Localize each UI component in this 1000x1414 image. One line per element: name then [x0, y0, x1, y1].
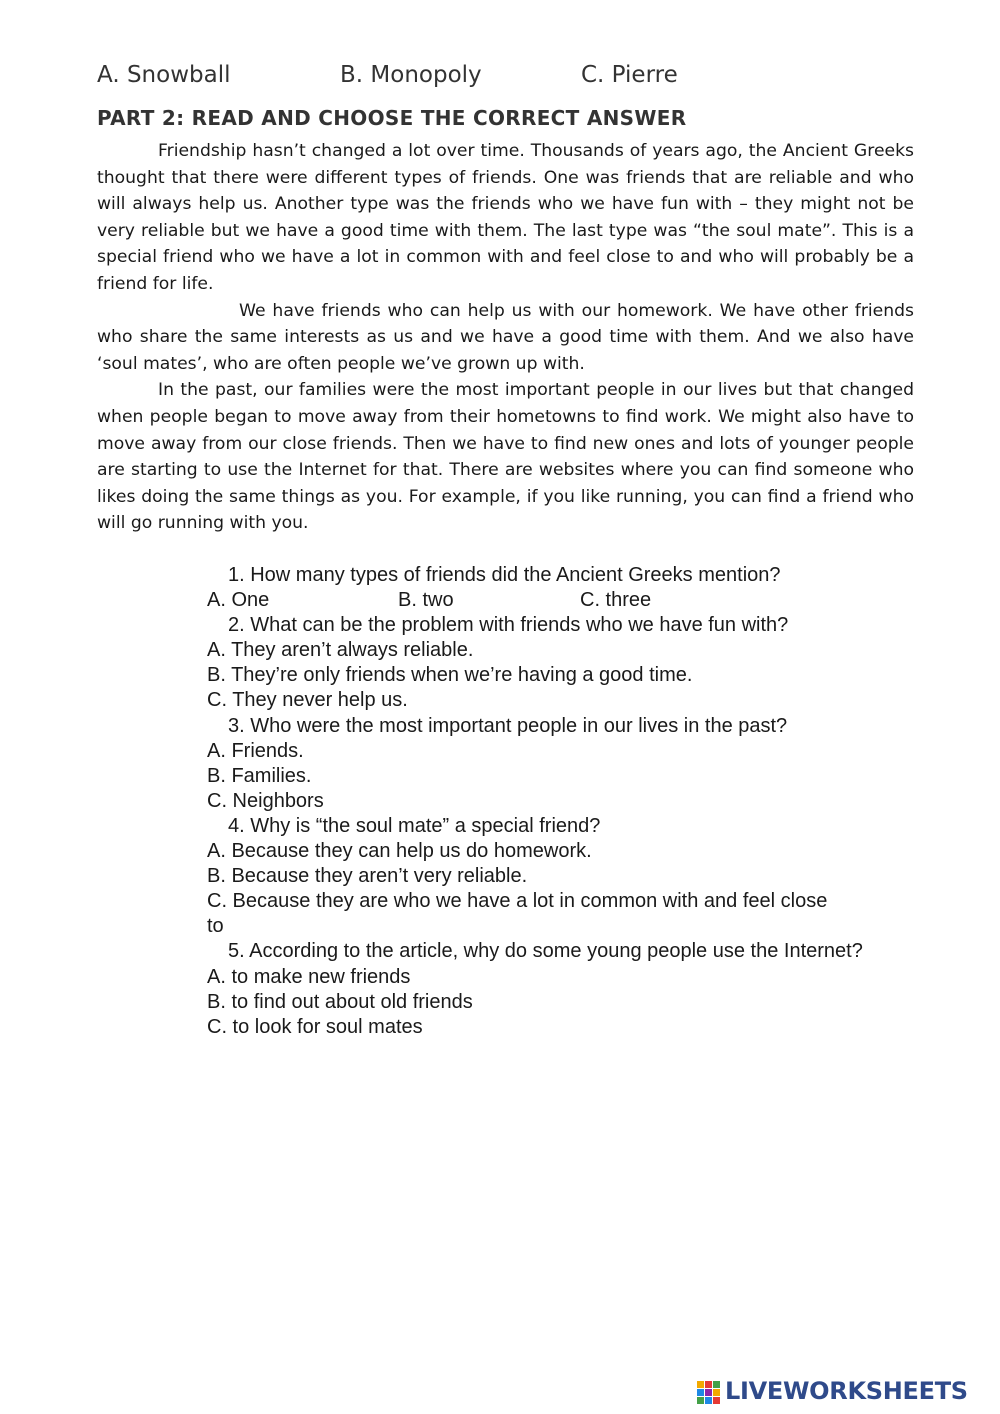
- option-5a[interactable]: A. to make new friends: [207, 965, 411, 988]
- question-2: 2. What can be the problem with friends who we have fun with?: [228, 614, 789, 637]
- option-4a[interactable]: A. Because they can help us do homework.: [207, 840, 592, 863]
- passage-paragraph: In the past, our families were the most important people in our lives but that changed when people began to move away from their hometowns to find work. We might also have to move away from our close friends. Then we have to find new ones and lots of younger people are starting to use the Internet for that. There are websites where you can find someone who likes doing the same things as you. For example, if you like running, you can find a friend who will go running with you.: [97, 380, 914, 534]
- question-1: 1. How many types of friends did the Ancient Greeks mention?: [228, 564, 781, 586]
- question-5: 5. According to the article, why do some young people use the Internet?: [228, 940, 863, 963]
- option-1a[interactable]: A. One: [207, 589, 270, 612]
- option-4b[interactable]: B. Because they aren’t very reliable.: [207, 865, 528, 888]
- question-4: 4. Why is “the soul mate” a special friend?: [228, 814, 601, 837]
- quiz-questions: [207, 563, 937, 1040]
- question-3: 3. Who were the most important people in our lives in the past?: [228, 714, 788, 737]
- question-1-options: [207, 588, 937, 613]
- previous-option-b: B. Monopoly: [340, 62, 482, 88]
- passage-paragraph: Friendship hasn’t changed a lot over time. Thousands of years ago, the Ancient Greeks thought that there were different types of friends. One was friends that are reliable and who will always help us. Another type was the friends who we have fun with – they might not be very reliable but we have a good time with them. The last type was “the soul mate”. This is a special friend who we have a lot in common with and feel close to and who will probably be a friend for life.: [97, 141, 914, 294]
- part-title: PART 2: READ AND CHOOSE THE CORRECT ANSWER: [97, 106, 687, 130]
- option-2a[interactable]: A. They aren’t always reliable.: [207, 639, 474, 662]
- liveworksheets-logo[interactable]: [697, 1374, 997, 1414]
- option-1c[interactable]: C. three: [580, 589, 652, 612]
- liveworksheets-logo-text: LIVEWORKSHEETS: [725, 1377, 968, 1405]
- reading-passage: [97, 138, 914, 537]
- passage-paragraph: We have friends who can help us with our homework. We have other friends who share the same interests as us and we have a good time with them. And we also have ‘soul mates’, who are often people we’ve grown up with.: [97, 300, 914, 374]
- option-3a[interactable]: A. Friends.: [207, 739, 304, 762]
- option-1b[interactable]: B. two: [398, 589, 454, 612]
- option-5b[interactable]: B. to find out about old friends: [207, 990, 473, 1013]
- previous-answer-options: [97, 62, 917, 96]
- option-2c[interactable]: C. They never help us.: [207, 689, 408, 712]
- option-3c[interactable]: C. Neighbors: [207, 789, 324, 812]
- option-2b[interactable]: B. They’re only friends when we’re having a good time.: [207, 664, 693, 687]
- option-4c[interactable]: C. Because they are who we have a lot in common with and feel close to: [207, 890, 828, 938]
- option-5c[interactable]: C. to look for soul mates: [207, 1015, 423, 1038]
- liveworksheets-logo-icon: [697, 1381, 721, 1405]
- option-3b[interactable]: B. Families.: [207, 764, 312, 787]
- previous-option-a: A. Snowball: [97, 62, 231, 88]
- previous-option-c: C. Pierre: [581, 62, 678, 88]
